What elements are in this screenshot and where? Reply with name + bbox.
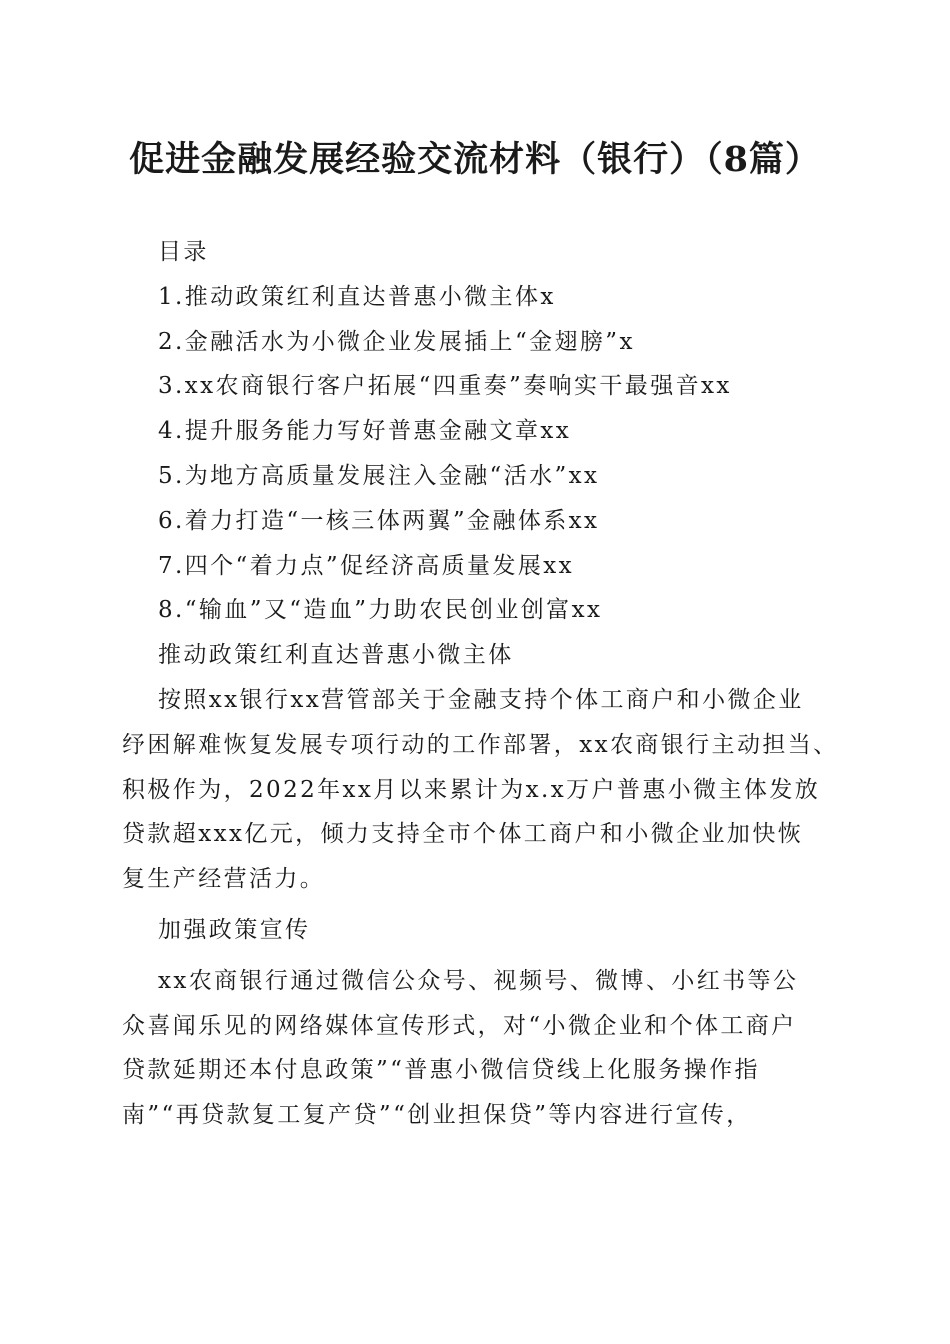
document-body [122, 230, 839, 1138]
paragraph-line: 众喜闻乐见的网络媒体宣传形式，对“小微企业和个体工商户 [122, 1012, 797, 1039]
paragraph-line: 复生产经营活力。 [122, 866, 326, 893]
toc-list [122, 275, 834, 633]
section-heading: 加强政策宣传 [158, 916, 311, 943]
toc-item: 4.提升服务能力写好普惠金融文章xx [158, 418, 572, 445]
paragraph-publicity [122, 959, 834, 1138]
paragraph-line: 贷款超xxx亿元，倾力支持全市个体工商户和小微企业加快恢 [122, 821, 804, 848]
toc-item: 3.xx农商银行客户拓展“四重奏”奏响实干最强音xx [158, 373, 732, 400]
paragraph-line: xx农商银行通过微信公众号、视频号、微博、小红书等公 [158, 967, 799, 994]
toc-heading: 目录 [158, 239, 209, 265]
paragraph-line: 积极作为，2022年xx月以来累计为x.x万户普惠小微主体发放 [122, 776, 821, 803]
toc-item: 8.“输血”又“造血”力助农民创业创富xx [158, 597, 603, 624]
paragraph-line: 纾困解难恢复发展专项行动的工作部署，xx农商银行主动担当、 [122, 731, 839, 758]
paragraph-line: 按照xx银行xx营管部关于金融支持个体工商户和小微企业 [158, 686, 804, 713]
article-title: 推动政策红利直达普惠小微主体 [158, 642, 514, 669]
toc-item: 1.推动政策红利直达普惠小微主体x [158, 283, 556, 310]
paragraph-line: 南”“再贷款复工复产贷”“创业担保贷”等内容进行宣传， [122, 1102, 752, 1129]
toc-item: 2.金融活水为小微企业发展插上“金翅膀”x [158, 328, 635, 355]
toc-item: 5.为地方高质量发展注入金融“活水”xx [158, 462, 600, 489]
toc-item: 6.着力打造“一核三体两翼”金融体系xx [158, 507, 600, 534]
paragraph-line: 贷款延期还本付息政策”“普惠小微信贷线上化服务操作指 [122, 1057, 760, 1084]
toc-item: 7.四个“着力点”促经济高质量发展xx [158, 552, 575, 579]
document-title: 促进金融发展经验交流材料（银行）（8篇） [129, 139, 821, 180]
paragraph-intro [122, 678, 839, 902]
